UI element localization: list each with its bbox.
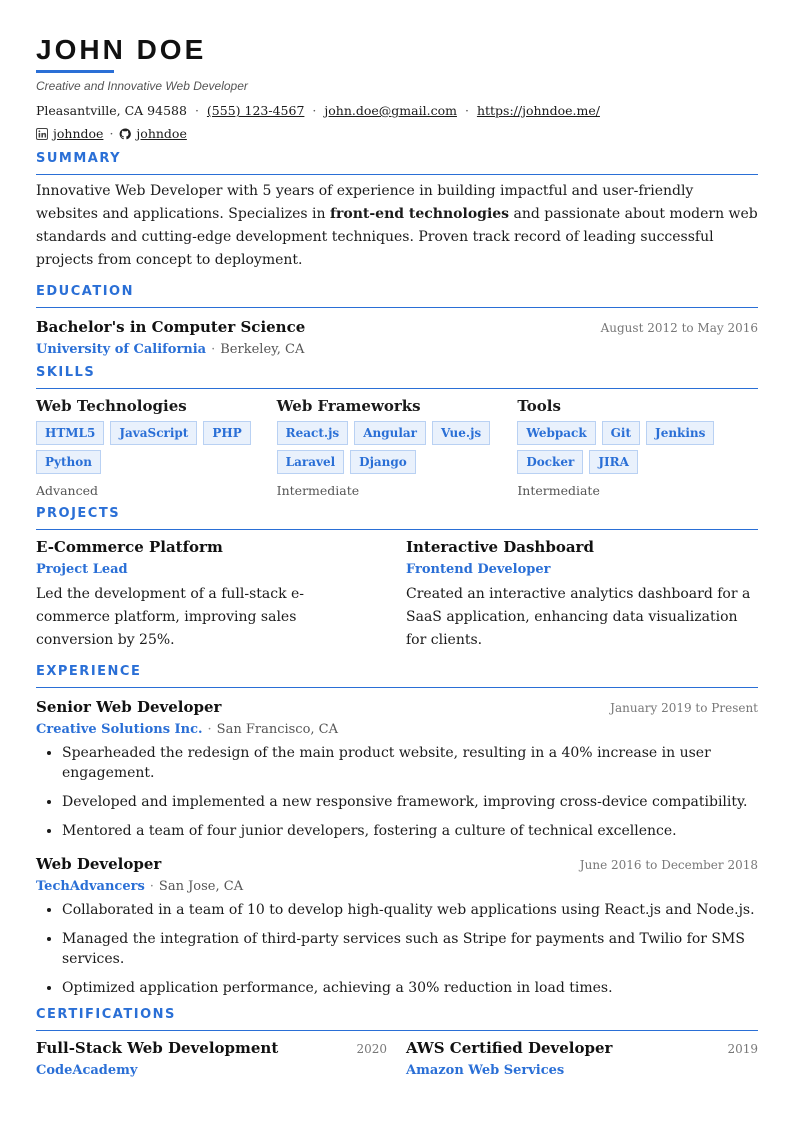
phone-link[interactable]: (555) 123-4567	[206, 103, 305, 118]
summary-text	[36, 180, 758, 272]
separator: ·	[464, 103, 469, 118]
separator: ·	[207, 722, 212, 737]
education-entry	[36, 318, 758, 357]
company-location: San Jose, CA	[158, 879, 244, 894]
skill-group-title: Web Frameworks	[276, 397, 421, 415]
education-dates: August 2012 to May 2016	[600, 321, 758, 335]
skills-heading: SKILLS	[36, 365, 758, 389]
skill-level: Advanced	[36, 483, 98, 498]
certification-name: AWS Certified Developer	[406, 1039, 613, 1057]
skill-group	[517, 397, 758, 498]
company-name: TechAdvancers	[36, 879, 145, 894]
location-text: Pleasantville, CA 94588	[36, 103, 187, 118]
company-name: Creative Solutions Inc.	[36, 722, 203, 737]
skill-chip: PHP	[203, 421, 250, 445]
certification-issuer: Amazon Web Services	[406, 1063, 565, 1078]
skill-chip: Docker	[517, 450, 583, 474]
certifications-heading: CERTIFICATIONS	[36, 1007, 758, 1031]
experience-heading: EXPERIENCE	[36, 664, 758, 688]
email-link[interactable]: john.doe@gmail.com	[324, 103, 457, 118]
summary-part: and passionate about modern web standards and cutting-edge development techniques. Proven track record of leading successful projects from concept to deployment.	[36, 206, 758, 268]
github-icon	[119, 128, 131, 140]
school-location: Berkeley, CA	[220, 342, 305, 357]
list-item: • Mentored a team of four junior developers, fostering a culture of technical excellence.	[62, 821, 758, 841]
skill-chip: JavaScript	[110, 421, 197, 445]
certification-year: 2020	[356, 1042, 387, 1056]
job-dates: June 2016 to December 2018	[579, 858, 758, 872]
certification-name: Full-Stack Web Development	[36, 1039, 279, 1057]
certification-year: 2019	[727, 1042, 758, 1056]
certification-entry	[406, 1039, 758, 1078]
social-links	[36, 126, 758, 141]
skill-group	[36, 397, 277, 498]
projects-heading: PROJECTS	[36, 506, 758, 530]
list-item: • Collaborated in a team of 10 to develop high-quality web applications using React.js and Node.js.	[62, 900, 758, 920]
list-item: • Spearheaded the redesign of the main product website, resulting in a 40% increase in user engagement.	[62, 743, 758, 783]
project-entry	[36, 538, 406, 652]
linkedin-link[interactable]: johndoe	[53, 126, 104, 141]
separator: ·	[109, 126, 114, 141]
summary-heading: SUMMARY	[36, 151, 758, 175]
experience-entry	[36, 698, 758, 841]
project-name: Interactive Dashboard	[406, 538, 594, 556]
skill-chip: HTML5	[36, 421, 104, 445]
project-role: Frontend Developer	[406, 562, 551, 577]
skill-chip: Vue.js	[432, 421, 490, 445]
school-name: University of California	[36, 342, 207, 357]
skill-chip: Git	[602, 421, 640, 445]
skill-chip: Django	[350, 450, 416, 474]
certifications-grid	[36, 1039, 758, 1078]
job-dates: January 2019 to Present	[610, 701, 758, 715]
job-highlights	[36, 900, 758, 998]
skill-chip: JIRA	[589, 450, 638, 474]
summary-part: Innovative Web Developer with 5 years of experience in building impactful and user-friendly websites and applications. Specializes in	[36, 183, 694, 222]
list-item: • Optimized application performance, achieving a 30% reduction in load times.	[62, 978, 758, 998]
resume-page	[36, 34, 758, 1078]
project-name: E-Commerce Platform	[36, 538, 223, 556]
skill-chip: Webpack	[517, 421, 595, 445]
job-highlights	[36, 743, 758, 841]
separator: ·	[211, 342, 216, 357]
project-role: Project Lead	[36, 562, 128, 577]
website-link[interactable]: https://johndoe.me/	[476, 103, 600, 118]
project-entry	[406, 538, 758, 652]
skill-level: Intermediate	[276, 483, 360, 498]
project-description: Created an interactive analytics dashboard for a SaaS application, enhancing data visualization for clients.	[406, 586, 751, 648]
skill-group-title: Tools	[517, 397, 561, 415]
candidate-name: JOHN DOE	[36, 34, 207, 65]
contact-line	[36, 103, 758, 118]
skill-chip: Laravel	[277, 450, 344, 474]
experience-entry	[36, 855, 758, 998]
certification-entry	[36, 1039, 406, 1078]
separator: ·	[149, 879, 154, 894]
skill-chip: React.js	[277, 421, 349, 445]
skill-chip: Python	[36, 450, 101, 474]
skill-level: Intermediate	[517, 483, 600, 498]
education-heading: EDUCATION	[36, 284, 758, 308]
tagline: Creative and Innovative Web Developer	[36, 79, 248, 93]
list-item: • Managed the integration of third-party services such as Stripe for payments and Twilio for SMS services.	[62, 929, 758, 969]
name-underline	[36, 70, 114, 73]
projects-grid	[36, 538, 758, 652]
job-title: Web Developer	[36, 855, 162, 873]
linkedin-icon	[36, 128, 48, 140]
skill-group-title: Web Technologies	[36, 397, 187, 415]
project-description: Led the development of a full-stack e-commerce platform, improving sales conversion by 25%.	[36, 586, 305, 648]
certification-issuer: CodeAcademy	[36, 1063, 138, 1078]
job-title: Senior Web Developer	[36, 698, 222, 716]
skill-chip: Jenkins	[646, 421, 714, 445]
degree-title: Bachelor's in Computer Science	[36, 318, 306, 336]
summary-emphasis: front-end technologies	[329, 206, 510, 222]
separator: ·	[194, 103, 199, 118]
list-item: • Developed and implemented a new responsive framework, improving cross-device compatibility.	[62, 792, 758, 812]
github-link[interactable]: johndoe	[136, 126, 187, 141]
skills-grid	[36, 397, 758, 498]
skill-group	[277, 397, 518, 498]
company-location: San Francisco, CA	[216, 722, 339, 737]
separator: ·	[312, 103, 317, 118]
skill-chip: Angular	[354, 421, 426, 445]
